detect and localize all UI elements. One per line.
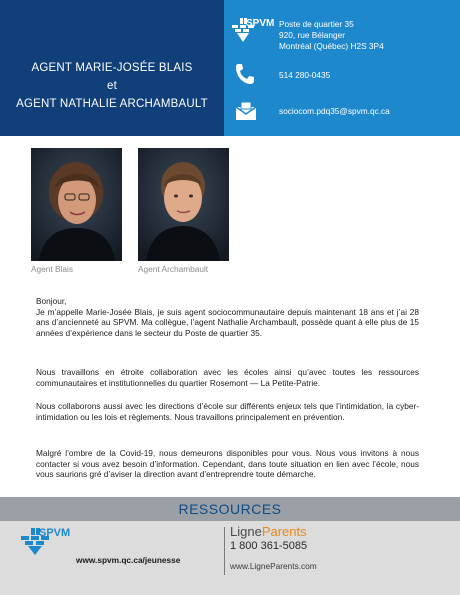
email-address[interactable]: sociocom.pdq35@spvm.qc.ca bbox=[279, 106, 390, 116]
phone-icon bbox=[233, 62, 255, 86]
spvm-logo-text: SPVM bbox=[246, 18, 275, 29]
paragraph-covid: Malgré l’ombre de la Covid-19, nous demeurons disponibles pour vous. Nous vous invitons à nous contacter si vous avez besoin d’information. Cependant, dans toute situation en lien avec l’école, nous vous saurions gré d’aviser la direction avant d’entreprendre toute démarche. bbox=[36, 448, 419, 480]
caption-agent-blais: Agent Blais bbox=[31, 264, 73, 274]
photo-agent-blais bbox=[31, 148, 122, 261]
agent-2-name: AGENT NATHALIE ARCHAMBAULT bbox=[16, 98, 208, 110]
spvm-footer-logo-text: SPVM bbox=[39, 527, 71, 539]
caption-agent-archambault: Agent Archambault bbox=[138, 264, 209, 274]
ligneparents-link[interactable]: www.LigneParents.com bbox=[230, 561, 317, 571]
spvm-footer-logo bbox=[20, 526, 80, 558]
photo-agent-archambault bbox=[138, 148, 229, 261]
agent-1-name: AGENT MARIE-JOSÉE BLAIS bbox=[31, 62, 193, 74]
address-line-1: Poste de quartier 35 bbox=[279, 19, 354, 29]
ligneparents-phone[interactable]: 1 800 361-5085 bbox=[230, 540, 308, 552]
mail-icon bbox=[235, 101, 257, 121]
address-line-3: Montréal (Québec) H2S 3P4 bbox=[279, 41, 384, 51]
paragraph-introduction: Bonjour, Je m’appelle Marie-Josée Blais, je suis agent sociocommunautaire depuis maintenant 18 ans et j’ai 28 ans d’ancienneté au SPVM. Ma collègue, l’agent Nathalie Archambault, possède quant à elle plus de 15 années d’expérience dans le secteur du Poste de quartier 35. bbox=[36, 296, 419, 338]
paragraph-collaboration-directions: Nous collaborons aussi avec les directions d’école sur différents enjeux tels que l’intimidation, la cyber-intimidation ou les lois et règlements. Nous travaillons principalement en prévention. bbox=[36, 401, 419, 422]
ligneparents-logo-part2: Parents bbox=[261, 524, 307, 539]
spvm-logo bbox=[231, 17, 275, 43]
paragraph-collaboration-schools: Nous travaillons en étroite collaboration avec les écoles ainsi qu’avec toutes les ressources communautaires et institutionnelles du quartier Rosemont — La Petite-Patrie. bbox=[36, 367, 419, 388]
agents-conjunction: et bbox=[107, 80, 117, 92]
ligneparents-logo bbox=[230, 524, 307, 539]
ligneparents-logo-part1: Ligne bbox=[230, 524, 262, 539]
footer-divider bbox=[224, 527, 225, 575]
phone-number[interactable]: 514 280-0435 bbox=[279, 70, 331, 80]
address-line-2: 920, rue Bélanger bbox=[279, 30, 345, 40]
resources-title: RESSOURCES bbox=[178, 501, 282, 517]
spvm-jeunesse-link[interactable]: www.spvm.qc.ca/jeunesse bbox=[76, 555, 181, 565]
